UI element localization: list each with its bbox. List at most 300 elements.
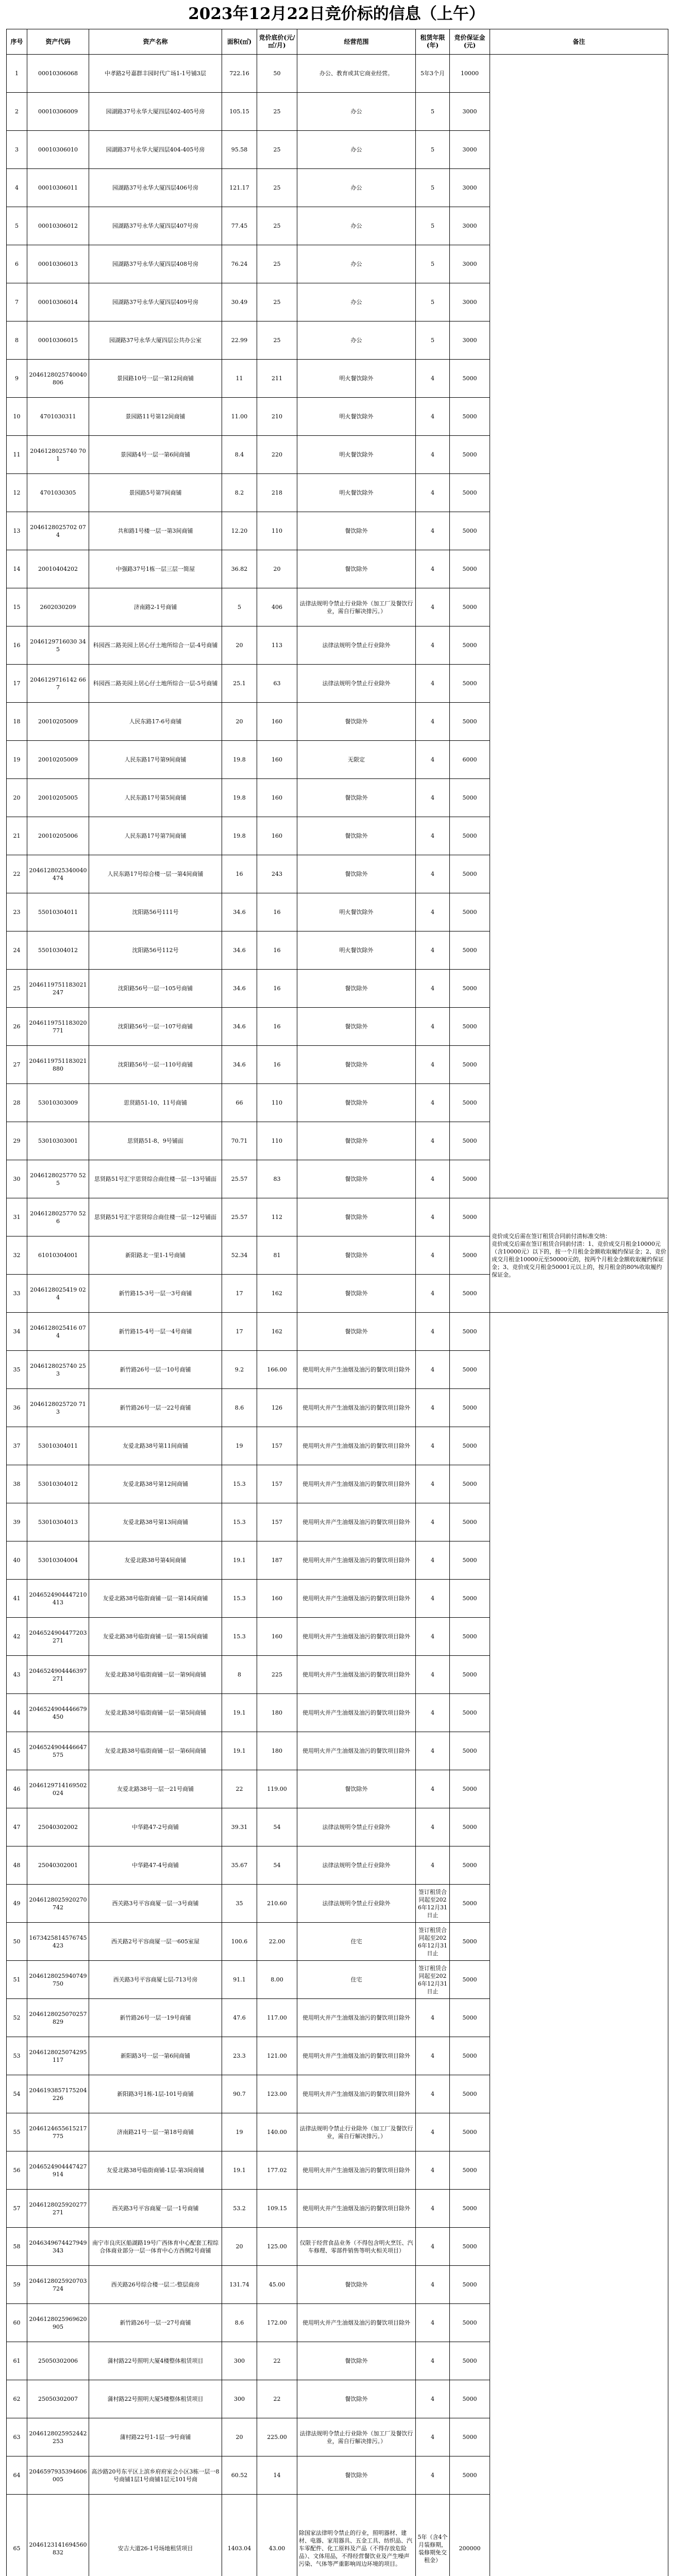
asset-code: 4701030305 [27, 474, 89, 512]
area-value: 19.1 [222, 1541, 257, 1580]
asset-name: 沈阳路56号一层一105号商铺 [89, 970, 222, 1008]
lease-years: 4 [416, 1313, 450, 1351]
lease-years: 4 [416, 512, 450, 550]
area-value: 5 [222, 588, 257, 626]
business-scope: 使用明火并产生油烟及油污的餐饮项目除外 [297, 1618, 416, 1656]
asset-name: 思贤路51号汇宇思贤综合商住楼一层一13号铺面 [89, 1160, 222, 1198]
asset-name: 高沙路20号东平区上滨乡府府室会小区3栋一层一8号商铺1层1号商铺1层元101号商 [89, 2456, 222, 2495]
reserve-price: 110 [257, 512, 297, 550]
bid-deposit: 5000 [450, 855, 490, 893]
row-number: 53 [7, 2037, 27, 2075]
asset-code: 2046128025702 074 [27, 512, 89, 550]
bid-deposit: 5000 [450, 550, 490, 588]
asset-code: 00010306014 [27, 283, 89, 321]
reserve-price: 119.00 [257, 1770, 297, 1808]
row-number: 16 [7, 626, 27, 665]
lease-years: 4 [416, 2075, 450, 2113]
area-value: 25.57 [222, 1160, 257, 1198]
area-value: 77.45 [222, 207, 257, 245]
area-value: 17 [222, 1313, 257, 1351]
bid-deposit: 5000 [450, 2380, 490, 2418]
asset-code: 2046128025416 074 [27, 1313, 89, 1351]
row-number: 38 [7, 1465, 27, 1503]
area-value: 9.2 [222, 1351, 257, 1389]
area-value: 8.4 [222, 436, 257, 474]
reserve-price: 43.00 [257, 2495, 297, 2576]
area-value: 300 [222, 2380, 257, 2418]
reserve-price: 25 [257, 131, 297, 169]
row-number: 54 [7, 2075, 27, 2113]
bid-deposit: 5000 [450, 512, 490, 550]
asset-name: 科园西二路美园上居心仔土地所综合一层-5号商铺 [89, 665, 222, 703]
area-value: 23.3 [222, 2037, 257, 2075]
reserve-price: 110 [257, 1122, 297, 1160]
business-scope: 餐饮除外 [297, 1008, 416, 1046]
asset-code: 53010304012 [27, 1465, 89, 1503]
asset-code: 20010205009 [27, 741, 89, 779]
reserve-price: 140.00 [257, 2113, 297, 2151]
row-number: 55 [7, 2113, 27, 2151]
business-scope: 使用明火并产生油烟及油污的餐饮项目除外 [297, 1503, 416, 1541]
row-number: 45 [7, 1732, 27, 1770]
business-scope: 使用明火并产生油烟及油污的餐饮项目除外 [297, 1732, 416, 1770]
business-scope: 明火餐饮除外 [297, 474, 416, 512]
business-scope: 使用明火并产生油烟及油污的餐饮项目除外 [297, 1389, 416, 1427]
business-scope: 餐饮除外 [297, 1084, 416, 1122]
asset-code: 2602030209 [27, 588, 89, 626]
page-title: 2023年12月22日竞价标的信息（上午） [188, 5, 485, 23]
asset-code: 2046128025074295 117 [27, 2037, 89, 2075]
lease-years: 4 [416, 588, 450, 626]
business-scope: 使用明火并产生油烟及油污的餐饮项目除外 [297, 1580, 416, 1618]
row-number: 47 [7, 1808, 27, 1846]
asset-name: 新竹路26号一层一27号商铺 [89, 2304, 222, 2342]
reserve-price: 125.00 [257, 2228, 297, 2266]
lease-years: 4 [416, 1580, 450, 1618]
row-number: 31 [7, 1198, 27, 1236]
business-scope: 使用明火并产生油烟及油污的餐饮项目除外 [297, 1541, 416, 1580]
asset-code: 2046128025720 713 [27, 1389, 89, 1427]
area-value: 25.57 [222, 1198, 257, 1236]
reserve-price: 54 [257, 1808, 297, 1846]
asset-code: 00010306010 [27, 131, 89, 169]
bid-deposit: 5000 [450, 474, 490, 512]
business-scope: 餐饮除外 [297, 2456, 416, 2495]
lease-years: 4 [416, 817, 450, 855]
asset-name: 南宁市良庆区船湖路19号广西体育中心配套工程综合体商业部分一层一体育中心方西侧2号商铺 [89, 2228, 222, 2266]
area-value: 22.99 [222, 321, 257, 360]
reserve-price: 22.00 [257, 1923, 297, 1961]
asset-name: 友爱北路38号临街商铺-1层-第3间商铺 [89, 2151, 222, 2190]
lease-years: 4 [416, 1046, 450, 1084]
bid-deposit: 3000 [450, 283, 490, 321]
area-value: 39.31 [222, 1808, 257, 1846]
bid-deposit: 5000 [450, 665, 490, 703]
bid-deposit: 5000 [450, 1618, 490, 1656]
reserve-price: 16 [257, 1008, 297, 1046]
asset-name: 园湖路37号永华大厦四层404-405号房 [89, 131, 222, 169]
business-scope: 办公 [297, 93, 416, 131]
header-price: 竞价底价(元/㎡/月) [257, 29, 297, 55]
asset-code: 53010304004 [27, 1541, 89, 1580]
area-value: 17 [222, 1275, 257, 1313]
reserve-price: 225 [257, 1656, 297, 1694]
asset-name: 共和路1号楼一层一第3间商铺 [89, 512, 222, 550]
lease-years: 4 [416, 1732, 450, 1770]
asset-name: 蒲村路22号照明大厦4楼整体租赁项目 [89, 2342, 222, 2380]
lease-years: 5 [416, 207, 450, 245]
row-number: 1 [7, 55, 27, 93]
area-value: 12.20 [222, 512, 257, 550]
bid-deposit: 5000 [450, 1313, 490, 1351]
asset-name: 新竹路15-3号一层一3号商铺 [89, 1275, 222, 1313]
lease-years: 4 [416, 1351, 450, 1389]
asset-name: 沈阳路56号一层一107号商铺 [89, 1008, 222, 1046]
row-number: 29 [7, 1122, 27, 1160]
asset-name: 沈阳路56号111号 [89, 893, 222, 931]
table-header-row [7, 29, 668, 55]
lease-years: 4 [416, 2342, 450, 2380]
row-number: 18 [7, 703, 27, 741]
business-scope: 餐饮除外 [297, 703, 416, 741]
lease-years: 4 [416, 2266, 450, 2304]
reserve-price: 123.00 [257, 2075, 297, 2113]
reserve-price: 109.15 [257, 2190, 297, 2228]
row-number: 4 [7, 169, 27, 207]
reserve-price: 54 [257, 1846, 297, 1885]
row-number: 21 [7, 817, 27, 855]
lease-years: 签订租赁合同起至2026年12月31日止 [416, 1961, 450, 1999]
lease-years: 4 [416, 1389, 450, 1427]
area-value: 20 [222, 2418, 257, 2456]
lease-years: 4 [416, 1846, 450, 1885]
asset-code: 2046124655615217 775 [27, 2113, 89, 2151]
area-value: 11.00 [222, 398, 257, 436]
asset-code: 2046128025952442 253 [27, 2418, 89, 2456]
business-scope: 使用明火并产生油烟及油污的餐饮项目除外 [297, 1427, 416, 1465]
reserve-price: 113 [257, 626, 297, 665]
row-number: 49 [7, 1885, 27, 1923]
asset-name: 新阳路3号1栋-1层-101号商铺 [89, 2075, 222, 2113]
bid-deposit: 5000 [450, 1389, 490, 1427]
table-row [7, 55, 668, 93]
lease-years: 4 [416, 2190, 450, 2228]
lease-years: 5 [416, 245, 450, 283]
asset-code: 2046193857175204 226 [27, 2075, 89, 2113]
row-number: 39 [7, 1503, 27, 1541]
reserve-price: 160 [257, 817, 297, 855]
lease-years: 4 [416, 855, 450, 893]
row-number: 63 [7, 2418, 27, 2456]
business-scope: 办公 [297, 207, 416, 245]
lease-years: 4 [416, 436, 450, 474]
asset-code: 2046119751183021 247 [27, 970, 89, 1008]
lease-years: 5 [416, 321, 450, 360]
row-number: 50 [7, 1923, 27, 1961]
lease-years: 4 [416, 1503, 450, 1541]
asset-code: 00010306015 [27, 321, 89, 360]
business-scope: 餐饮除外 [297, 550, 416, 588]
asset-name: 中华路47-4号商铺 [89, 1846, 222, 1885]
business-scope: 办公 [297, 321, 416, 360]
asset-name: 新竹路26号一层一22号商铺 [89, 1389, 222, 1427]
asset-code: 2046129716030 345 [27, 626, 89, 665]
business-scope: 餐饮除外 [297, 1122, 416, 1160]
area-value: 19 [222, 1427, 257, 1465]
lease-years: 5年3个月 [416, 55, 450, 93]
asset-name: 思贤路51号汇宇思贤综合商住楼一层一12号铺面 [89, 1198, 222, 1236]
asset-code: 00010306013 [27, 245, 89, 283]
area-value: 8.6 [222, 2304, 257, 2342]
remark-text: 竞价成交后需在签订租赁合同前付清：1、竞价成交月租金10000元（含10000元）以下的，按一个月租金金额收取履约保证金；2、竞价成交月租金10000元至50000元的，按两个月租金金额收取履约保证金；3、竞价成交月租金50001元以上的，按月租金的80%收取履约保证金。 [492, 1240, 666, 1278]
lease-years: 4 [416, 1122, 450, 1160]
row-number: 10 [7, 398, 27, 436]
bid-deposit: 5000 [450, 1503, 490, 1541]
asset-name: 新阳路3号一层一第6间商铺 [89, 2037, 222, 2075]
area-value: 19.8 [222, 779, 257, 817]
row-number: 9 [7, 360, 27, 398]
asset-code: 1673425814576745 423 [27, 1923, 89, 1961]
business-scope: 使用明火并产生油烟及油污的餐饮项目除外 [297, 2304, 416, 2342]
lease-years: 5 [416, 131, 450, 169]
lease-years: 4 [416, 1465, 450, 1503]
header-no: 序号 [7, 29, 27, 55]
business-scope: 使用明火并产生油烟及油污的餐饮项目除外 [297, 1656, 416, 1694]
asset-name: 蒲村路22号照明大厦5楼整体租赁项目 [89, 2380, 222, 2418]
business-scope: 餐饮除外 [297, 1275, 416, 1313]
asset-name: 济南路21号一层一第18号商铺 [89, 2113, 222, 2151]
asset-code: 53010304013 [27, 1503, 89, 1541]
asset-code: 20010205005 [27, 779, 89, 817]
bid-deposit: 3000 [450, 169, 490, 207]
lease-years: 4 [416, 931, 450, 970]
row-number: 48 [7, 1846, 27, 1885]
bid-deposit: 3000 [450, 131, 490, 169]
business-scope: 明火餐饮除外 [297, 931, 416, 970]
reserve-price: 160 [257, 1618, 297, 1656]
asset-name: 思贤路51-10、11号商铺 [89, 1084, 222, 1122]
reserve-price: 112 [257, 1198, 297, 1236]
header-deposit: 竞价保证金(元) [450, 29, 490, 55]
business-scope: 法律法规明令禁止行业除外 [297, 1846, 416, 1885]
asset-code: 53010303001 [27, 1122, 89, 1160]
area-value: 52.34 [222, 1236, 257, 1275]
reserve-price: 14 [257, 2456, 297, 2495]
row-number: 51 [7, 1961, 27, 1999]
table-body [7, 55, 668, 2576]
row-number: 46 [7, 1770, 27, 1808]
asset-name: 西关路2号平容商厦一层一605室屋 [89, 1923, 222, 1961]
row-number: 64 [7, 2456, 27, 2495]
business-scope: 仅限于经营食品业务（不得包含明火烹饪、汽车修理、零部件销售等明火相关项目） [297, 2228, 416, 2266]
header-years: 租赁年限(年) [416, 29, 450, 55]
asset-code: 2046524904447427 914 [27, 2151, 89, 2190]
business-scope: 办公 [297, 283, 416, 321]
asset-name: 新竹路26号一层一19号商铺 [89, 1999, 222, 2037]
lease-years: 4 [416, 2456, 450, 2495]
bid-deposit: 5000 [450, 1580, 490, 1618]
business-scope: 使用明火并产生油烟及油污的餐饮项目除外 [297, 1999, 416, 2037]
reserve-price: 157 [257, 1427, 297, 1465]
bid-deposit: 5000 [450, 1541, 490, 1580]
lease-years: 4 [416, 1541, 450, 1580]
reserve-price: 162 [257, 1313, 297, 1351]
asset-name: 西关路3号平容商厦一层一1号商铺 [89, 2190, 222, 2228]
row-number: 58 [7, 2228, 27, 2266]
business-scope: 餐饮除外 [297, 1046, 416, 1084]
area-value: 76.24 [222, 245, 257, 283]
area-value: 15.3 [222, 1503, 257, 1541]
business-scope: 使用明火并产生油烟及油污的餐饮项目除外 [297, 1351, 416, 1389]
area-value: 90.7 [222, 2075, 257, 2113]
bid-deposit: 5000 [450, 436, 490, 474]
asset-name: 友爱北路38号第4间商铺 [89, 1541, 222, 1580]
business-scope: 餐饮除外 [297, 2342, 416, 2380]
row-number: 57 [7, 2190, 27, 2228]
asset-name: 中孝路2号嘉群丰园时代广场1-1号铺3层 [89, 55, 222, 93]
header-code: 资产代码 [27, 29, 89, 55]
row-number: 6 [7, 245, 27, 283]
table-row [7, 1313, 668, 1351]
reserve-price: 187 [257, 1541, 297, 1580]
row-number: 5 [7, 207, 27, 245]
business-scope: 住宅 [297, 1923, 416, 1961]
bid-deposit: 5000 [450, 1046, 490, 1084]
lease-years: 5 [416, 93, 450, 131]
lease-years: 4 [416, 474, 450, 512]
header-remark: 备注 [490, 29, 668, 55]
reserve-price: 157 [257, 1503, 297, 1541]
reserve-price: 22 [257, 2380, 297, 2418]
business-scope: 餐饮除外 [297, 1160, 416, 1198]
reserve-price: 50 [257, 55, 297, 93]
area-value: 20 [222, 2228, 257, 2266]
bid-deposit: 5000 [450, 1008, 490, 1046]
lease-years: 4 [416, 2113, 450, 2151]
row-number: 61 [7, 2342, 27, 2380]
lease-years: 4 [416, 665, 450, 703]
asset-code: 2046119751183021 880 [27, 1046, 89, 1084]
bid-deposit: 5000 [450, 2304, 490, 2342]
asset-name: 园湖路37号永华大厦四层406号房 [89, 169, 222, 207]
row-number: 41 [7, 1580, 27, 1618]
asset-name: 科园西二路美园上居心仔土地所综合一层-4号商铺 [89, 626, 222, 665]
lease-years: 4 [416, 1427, 450, 1465]
area-value: 36.82 [222, 550, 257, 588]
bid-deposit: 5000 [450, 703, 490, 741]
lease-years: 4 [416, 1236, 450, 1275]
lease-years: 签订租赁合同起至2026年12月31日止 [416, 1885, 450, 1923]
bid-deposit: 5000 [450, 2418, 490, 2456]
bid-deposit: 5000 [450, 893, 490, 931]
reserve-price: 121.00 [257, 2037, 297, 2075]
asset-code: 2046524904446679 450 [27, 1694, 89, 1732]
area-value: 95.58 [222, 131, 257, 169]
reserve-price: 45.00 [257, 2266, 297, 2304]
business-scope: 住宅 [297, 1961, 416, 1999]
reserve-price: 243 [257, 855, 297, 893]
asset-code: 2046128025419 024 [27, 1275, 89, 1313]
asset-code: 2046128025770 525 [27, 1160, 89, 1198]
asset-name: 园湖路37号永华大厦四层409号房 [89, 283, 222, 321]
row-number: 7 [7, 283, 27, 321]
lease-years: 4 [416, 1808, 450, 1846]
business-scope: 餐饮除外 [297, 1313, 416, 1351]
bid-deposit: 5000 [450, 1160, 490, 1198]
reserve-price: 16 [257, 893, 297, 931]
asset-name: 友爱北路38号临街商铺一层一第9间商铺 [89, 1656, 222, 1694]
lease-years: 4 [416, 360, 450, 398]
asset-code: 2046349674427949 343 [27, 2228, 89, 2266]
row-number: 35 [7, 1351, 27, 1389]
business-scope: 无限定 [297, 741, 416, 779]
reserve-price: 63 [257, 665, 297, 703]
area-value: 34.6 [222, 970, 257, 1008]
area-value: 19.8 [222, 817, 257, 855]
reserve-price: 25 [257, 93, 297, 131]
lease-years: 4 [416, 626, 450, 665]
bid-deposit: 5000 [450, 1351, 490, 1389]
area-value: 34.6 [222, 893, 257, 931]
area-value: 34.6 [222, 931, 257, 970]
asset-code: 2046524904447210 413 [27, 1580, 89, 1618]
reserve-price: 210.60 [257, 1885, 297, 1923]
asset-name: 园湖路37号永华大厦四层公共办公室 [89, 321, 222, 360]
row-number: 65 [7, 2495, 27, 2576]
area-value: 131.74 [222, 2266, 257, 2304]
bid-deposit: 5000 [450, 1656, 490, 1694]
listing-table [6, 29, 668, 2576]
asset-name: 友爱北路38号第12间商铺 [89, 1465, 222, 1503]
asset-name: 人民东路17号第7间商铺 [89, 817, 222, 855]
asset-code: 53010303009 [27, 1084, 89, 1122]
remark-prefix: 竞价成交后需在签订租赁合同前付清标准交纳： [492, 1232, 611, 1240]
bid-deposit: 5000 [450, 2190, 490, 2228]
reserve-price: 225.00 [257, 2418, 297, 2456]
business-scope: 使用明火并产生油烟及油污的餐饮项目除外 [297, 1694, 416, 1732]
asset-code: 2046597935394606 005 [27, 2456, 89, 2495]
bid-deposit: 5000 [450, 1885, 490, 1923]
bid-deposit: 6000 [450, 741, 490, 779]
bid-deposit: 5000 [450, 817, 490, 855]
asset-code: 20010404202 [27, 550, 89, 588]
asset-code: 2046128025920270 742 [27, 1885, 89, 1923]
asset-name: 新阳路北一里1-1号商铺 [89, 1236, 222, 1275]
asset-code: 2046128025969620 905 [27, 2304, 89, 2342]
reserve-price: 160 [257, 703, 297, 741]
asset-code: 00010306068 [27, 55, 89, 93]
lease-years: 4 [416, 2380, 450, 2418]
asset-name: 景园路11号第12间商铺 [89, 398, 222, 436]
area-value: 722.16 [222, 55, 257, 93]
asset-code: 2046129714169502 024 [27, 1770, 89, 1808]
lease-years: 4 [416, 1618, 450, 1656]
area-value: 8.6 [222, 1389, 257, 1427]
asset-name: 新竹路15-4号一层一4号商铺 [89, 1313, 222, 1351]
row-number: 33 [7, 1275, 27, 1313]
row-number: 60 [7, 2304, 27, 2342]
row-number: 11 [7, 436, 27, 474]
bid-deposit: 5000 [450, 1846, 490, 1885]
asset-name: 济南路2-1号商铺 [89, 588, 222, 626]
reserve-price: 166.00 [257, 1351, 297, 1389]
reserve-price: 160 [257, 741, 297, 779]
area-value: 300 [222, 2342, 257, 2380]
business-scope: 除国家法律明令禁止的行业，照明器材、建材、电器、家用器具、五金工具、纺织品、汽车零配件、化工原料及产品（不得存放危险品）、文体用品，不得经营餐饮业及产生噪声污染、气体等严重影响周边环境的项目。 [297, 2495, 416, 2576]
row-number: 30 [7, 1160, 27, 1198]
bid-deposit: 5000 [450, 1770, 490, 1808]
area-value: 47.6 [222, 1999, 257, 2037]
